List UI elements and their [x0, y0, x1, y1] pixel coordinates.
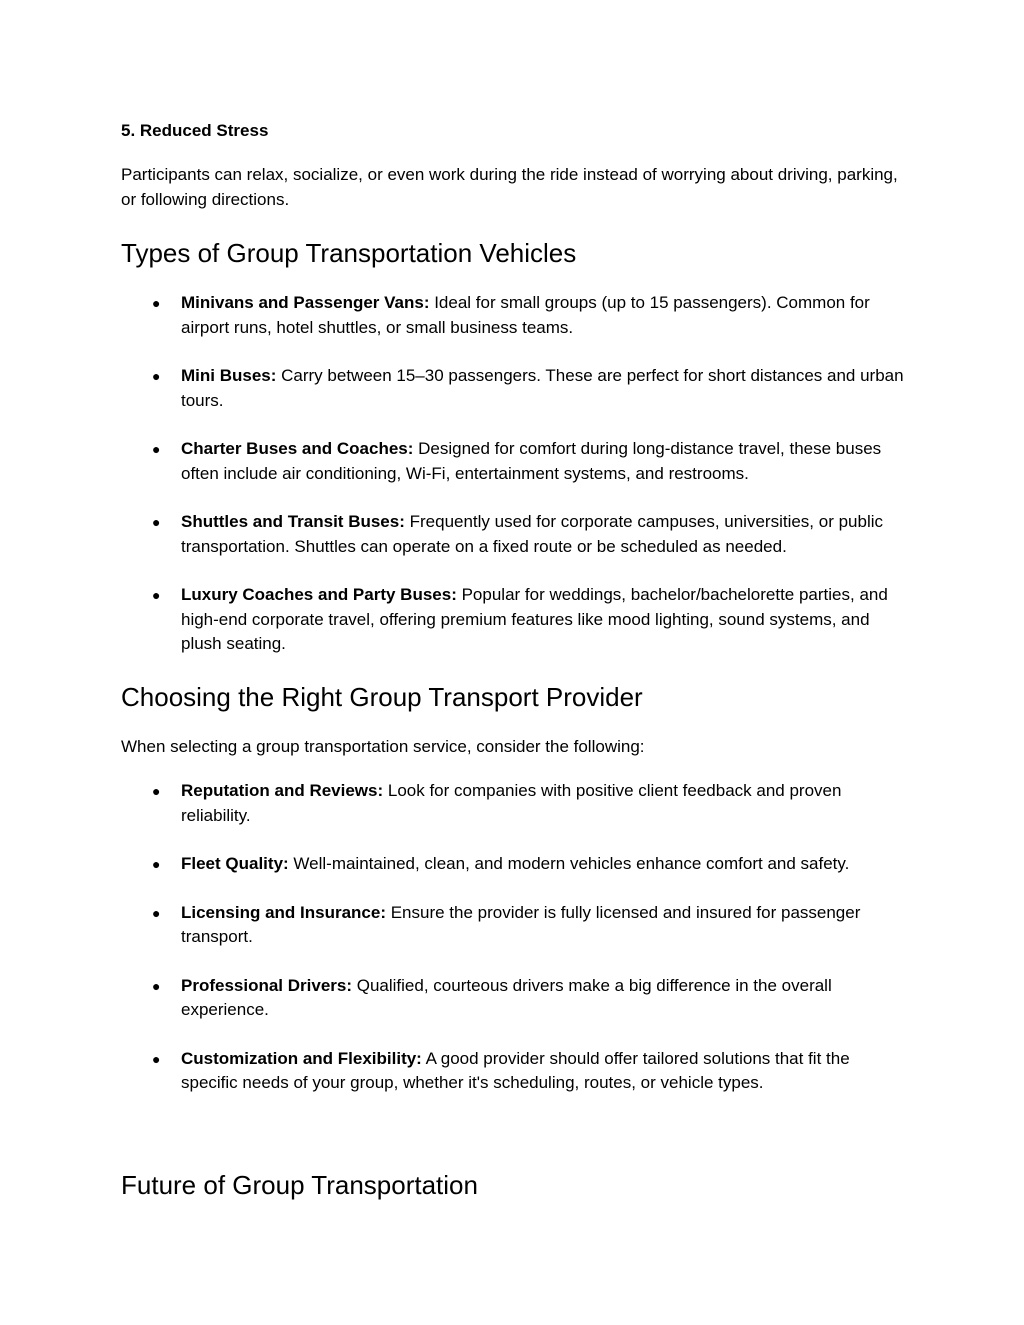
bullet-icon: ● — [152, 368, 161, 384]
list-item — [121, 901, 906, 950]
bullet-icon: ● — [152, 514, 161, 530]
future-heading: Future of Group Transportation — [121, 1170, 478, 1200]
list-item — [121, 510, 906, 559]
list-item — [121, 583, 906, 657]
bullet-icon: ● — [152, 295, 161, 311]
bullet-icon: ● — [152, 587, 161, 603]
list-item-text: Popular for weddings, bachelor/bachelorette parties, and high-end corporate travel, offering premium features like mood lighting, sound systems, and plush seating. — [181, 585, 888, 653]
list-item — [121, 779, 906, 828]
list-item-text: A good provider should offer tailored solutions that fit the specific needs of your group, whether it's scheduling, routes, or vehicle types. — [181, 1048, 850, 1092]
list-item-term: Fleet Quality: — [181, 854, 289, 873]
list-item — [121, 1047, 906, 1096]
list-item-text: Carry between 15–30 passengers. These are perfect for short distances and urban tours. — [181, 366, 904, 410]
vehicles-list — [121, 291, 906, 681]
list-item-text: Frequently used for corporate campuses, universities, or public transportation. Shuttles can operate on a fixed route or be scheduled as needed. — [181, 512, 884, 556]
list-item-text: Look for companies with positive client feedback and proven reliability. — [181, 781, 842, 825]
provider-list — [121, 779, 906, 1120]
vehicles-heading: Types of Group Transportation Vehicles — [121, 238, 577, 268]
list-item-term: Shuttles and Transit Buses: — [181, 512, 405, 531]
list-item-text: Designed for comfort during long-distance travel, these buses often include air conditioning, Wi-Fi, entertainment systems, and restrooms. — [181, 439, 882, 483]
list-item-term: Reputation and Reviews: — [181, 781, 384, 800]
list-item-text: Well-maintained, clean, and modern vehicles enhance comfort and safety. — [288, 854, 850, 873]
provider-heading: Choosing the Right Group Transport Provider — [121, 682, 643, 712]
list-item-text: Ideal for small groups (up to 15 passengers). Common for airport runs, hotel shuttles, or small business teams. — [181, 293, 870, 337]
list-item — [121, 291, 906, 340]
list-item-term: Mini Buses: — [181, 366, 277, 385]
list-item-text: Ensure the provider is fully licensed and insured for passenger transport. — [181, 902, 861, 946]
list-item — [121, 437, 906, 486]
list-item-term: Customization and Flexibility: — [181, 1048, 422, 1068]
bullet-icon: ● — [152, 441, 161, 457]
section-5-heading: 5. Reduced Stress — [121, 121, 269, 140]
bullet-icon: ● — [152, 783, 161, 799]
list-item — [121, 974, 906, 1023]
list-item-term: Licensing and Insurance: — [181, 902, 386, 922]
list-item — [121, 364, 906, 413]
bullet-icon: ● — [152, 856, 161, 872]
list-item-term: Charter Buses and Coaches: — [181, 439, 414, 458]
list-item-text: Qualified, courteous drivers make a big difference in the overall experience. — [181, 975, 832, 1019]
bullet-icon: ● — [152, 904, 161, 921]
bullet-icon: ● — [152, 1050, 161, 1067]
provider-intro: When selecting a group transportation service, consider the following: — [121, 737, 645, 756]
section-5-paragraph: Participants can relax, socialize, or even work during the ride instead of worrying about driving, parking, or following directions. — [121, 165, 898, 209]
bullet-icon: ● — [152, 977, 161, 994]
list-item-term: Professional Drivers: — [181, 975, 353, 995]
list-item-term: Minivans and Passenger Vans: — [181, 293, 430, 312]
list-item-term: Luxury Coaches and Party Buses: — [181, 585, 457, 604]
list-item — [121, 852, 906, 877]
